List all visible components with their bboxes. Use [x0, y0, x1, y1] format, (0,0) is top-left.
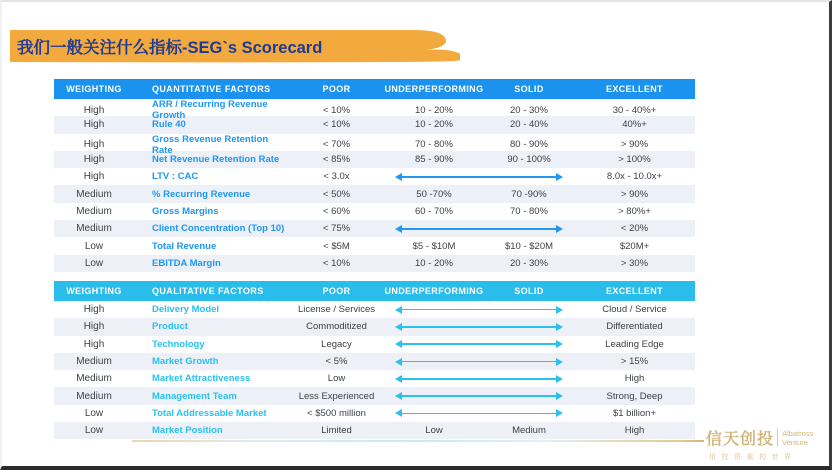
table-row	[54, 151, 695, 168]
table-header-row	[54, 281, 695, 301]
weighting-cell: Low	[84, 240, 104, 252]
table-row	[54, 133, 695, 156]
range-arrow	[402, 309, 556, 311]
factor-cell: % Recurring Revenue	[152, 188, 251, 200]
logo-en-name	[782, 429, 813, 447]
factor-cell: Market Attractiveness	[152, 373, 251, 385]
page-title: 我们一般关注什么指标-SEG`s Scorecard	[17, 39, 323, 57]
excellent-cell: High	[624, 373, 645, 385]
range-arrow	[402, 395, 556, 397]
table-row	[54, 99, 695, 121]
logo-slogan: 用投资重构世界	[709, 454, 797, 461]
poor-cell: < 60%	[322, 205, 351, 217]
logo-divider	[777, 429, 778, 446]
table-row	[54, 255, 695, 272]
factor-cell: Management Team	[152, 390, 237, 402]
weighting-cell: High	[83, 304, 105, 316]
poor-cell: Commoditized	[306, 321, 367, 333]
range-arrow	[402, 228, 556, 230]
excellent-cell: > 30%	[620, 257, 649, 269]
poor-cell: < 50%	[322, 188, 351, 200]
excellent-cell: > 80%+	[618, 205, 651, 217]
poor-cell: Less Experienced	[298, 390, 375, 402]
logo-en-line2: Venture	[782, 437, 808, 447]
excellent-cell: > 90%	[620, 188, 649, 200]
header-weighting: WEIGHTING	[66, 84, 122, 94]
table-row	[54, 370, 695, 387]
header-poor: POOR	[322, 286, 351, 296]
header-solid: SOLID	[514, 84, 544, 94]
poor-cell: < 70%	[322, 139, 351, 151]
underperforming-cell: 10 - 20%	[414, 119, 454, 131]
poor-cell: < 85%	[322, 154, 351, 166]
weighting-cell: Medium	[76, 188, 112, 200]
excellent-cell: Differentiated	[606, 321, 663, 333]
excellent-cell: $20M+	[619, 240, 650, 252]
poor-cell: < 75%	[322, 223, 351, 235]
factor-cell: ARR / Recurring Revenue Growth	[152, 99, 268, 121]
table-row	[54, 168, 695, 185]
factor-cell: Market Growth	[152, 356, 219, 368]
table-row	[54, 353, 695, 370]
underperforming-cell: 50 -70%	[416, 188, 452, 200]
solid-cell: $10 - $20M	[504, 240, 554, 252]
table-row	[54, 220, 695, 237]
factor-cell: Gross Revenue Retention Rate	[152, 133, 269, 156]
header-solid: SOLID	[514, 286, 544, 296]
excellent-cell: Cloud / Service	[602, 304, 667, 316]
factor-cell: Total Revenue	[152, 240, 217, 252]
weighting-cell: High	[83, 338, 105, 350]
weighting-cell: Low	[84, 425, 104, 437]
weighting-cell: Medium	[76, 373, 112, 385]
solid-cell: 20 - 40%	[509, 119, 549, 131]
header-poor: POOR	[322, 84, 351, 94]
factor-cell: EBITDA Margin	[152, 257, 221, 269]
solid-cell: Medium	[512, 425, 546, 437]
excellent-cell: Leading Edge	[605, 338, 664, 350]
poor-cell: < $500 million	[307, 407, 366, 419]
poor-cell: Legacy	[321, 338, 352, 350]
underperforming-cell: 60 - 70%	[414, 205, 454, 217]
factor-cell: Technology	[152, 338, 205, 350]
header-excellent: EXCELLENT	[605, 84, 664, 94]
weighting-cell: High	[83, 171, 105, 183]
underperforming-cell: 85 - 90%	[414, 154, 454, 166]
excellent-cell: < 20%	[620, 223, 649, 235]
factor-cell: Net Revenue Retention Rate	[152, 154, 280, 166]
excellent-cell: > 90%	[620, 139, 649, 151]
table-row	[54, 405, 695, 422]
weighting-cell: High	[83, 154, 105, 166]
footer-divider	[132, 440, 704, 442]
poor-cell: < 3.0x	[323, 171, 350, 183]
table-header-row	[54, 79, 695, 99]
weighting-cell: Medium	[76, 205, 112, 217]
factor-cell: Market Position	[152, 425, 223, 437]
weighting-cell: High	[83, 321, 105, 333]
table-row	[54, 203, 695, 220]
poor-cell: < 5%	[325, 356, 348, 368]
table-row	[54, 237, 695, 254]
underperforming-cell: $5 - $10M	[412, 240, 456, 252]
underperforming-cell: 70 - 80%	[414, 139, 454, 151]
range-arrow	[402, 361, 556, 363]
quantitative-factors-table	[54, 79, 695, 272]
table-row	[54, 318, 695, 335]
header-factors: QUANTITATIVE FACTORS	[152, 84, 271, 94]
excellent-cell: 40%+	[622, 119, 647, 131]
qualitative-rows	[54, 301, 695, 439]
poor-cell: < 10%	[322, 119, 351, 131]
poor-cell: License / Services	[297, 304, 376, 316]
weighting-cell: Medium	[76, 356, 112, 368]
table-row	[54, 422, 695, 439]
table-row	[54, 116, 695, 133]
excellent-cell: High	[624, 425, 645, 437]
excellent-cell: > 100%	[618, 154, 651, 166]
solid-cell: 80 - 90%	[509, 139, 549, 151]
poor-cell: < $5M	[323, 240, 350, 252]
header-underperforming: UNDERPERFORMING	[384, 84, 484, 94]
weighting-cell: Medium	[76, 223, 112, 235]
weighting-cell: Low	[84, 257, 104, 269]
range-arrow	[402, 176, 556, 178]
table-row	[54, 336, 695, 353]
poor-cell: < 10%	[322, 257, 351, 269]
excellent-cell: $1 billion+	[612, 407, 657, 419]
weighting-cell: Medium	[76, 390, 112, 402]
weighting-cell: High	[83, 104, 105, 116]
solid-cell: 70 - 80%	[509, 205, 549, 217]
underperforming-cell: 10 - 20%	[414, 104, 454, 116]
header-excellent: EXCELLENT	[605, 286, 664, 296]
solid-cell: 70 -90%	[511, 188, 547, 200]
excellent-cell: 30 - 40%+	[612, 104, 657, 116]
logo-en-line1: Albatross	[782, 428, 814, 438]
poor-cell: Limited	[321, 425, 352, 437]
range-arrow	[402, 326, 556, 328]
range-arrow	[402, 378, 556, 380]
header-underperforming: UNDERPERFORMING	[384, 286, 484, 296]
range-arrow	[402, 413, 556, 415]
title-banner	[10, 29, 460, 63]
underperforming-cell: 10 - 20%	[414, 257, 454, 269]
factor-cell: Product	[152, 321, 188, 333]
excellent-cell: Strong, Deep	[606, 390, 663, 402]
range-arrow	[402, 343, 556, 345]
solid-cell: 90 - 100%	[507, 154, 551, 166]
factor-cell: LTV : CAC	[152, 171, 199, 183]
underperforming-cell: Low	[425, 425, 443, 437]
quantitative-rows	[54, 99, 695, 272]
table-row	[54, 301, 695, 318]
solid-cell: 20 - 30%	[509, 257, 549, 269]
excellent-cell: 8.0x - 10.0x+	[606, 171, 663, 183]
poor-cell: Low	[327, 373, 346, 385]
factor-cell: Delivery Model	[152, 304, 220, 316]
table-row	[54, 387, 695, 404]
weighting-cell: High	[83, 119, 105, 131]
factor-cell: Rule 40	[152, 119, 186, 131]
header-factors: QUALITATIVE FACTORS	[152, 286, 264, 296]
poor-cell: < 10%	[322, 104, 351, 116]
table-row	[54, 185, 695, 202]
factor-cell: Client Concentration (Top 10)	[152, 223, 285, 235]
solid-cell: 20 - 30%	[509, 104, 549, 116]
weighting-cell: Low	[84, 407, 104, 419]
header-weighting: WEIGHTING	[66, 286, 122, 296]
company-logo	[706, 426, 832, 462]
weighting-cell: High	[83, 139, 105, 151]
qualitative-factors-table	[54, 281, 695, 439]
factor-cell: Gross Margins	[152, 205, 219, 217]
excellent-cell: > 15%	[620, 356, 649, 368]
factor-cell: Total Addressable Market	[152, 407, 267, 419]
logo-cn-name: 信天创投	[706, 431, 775, 448]
